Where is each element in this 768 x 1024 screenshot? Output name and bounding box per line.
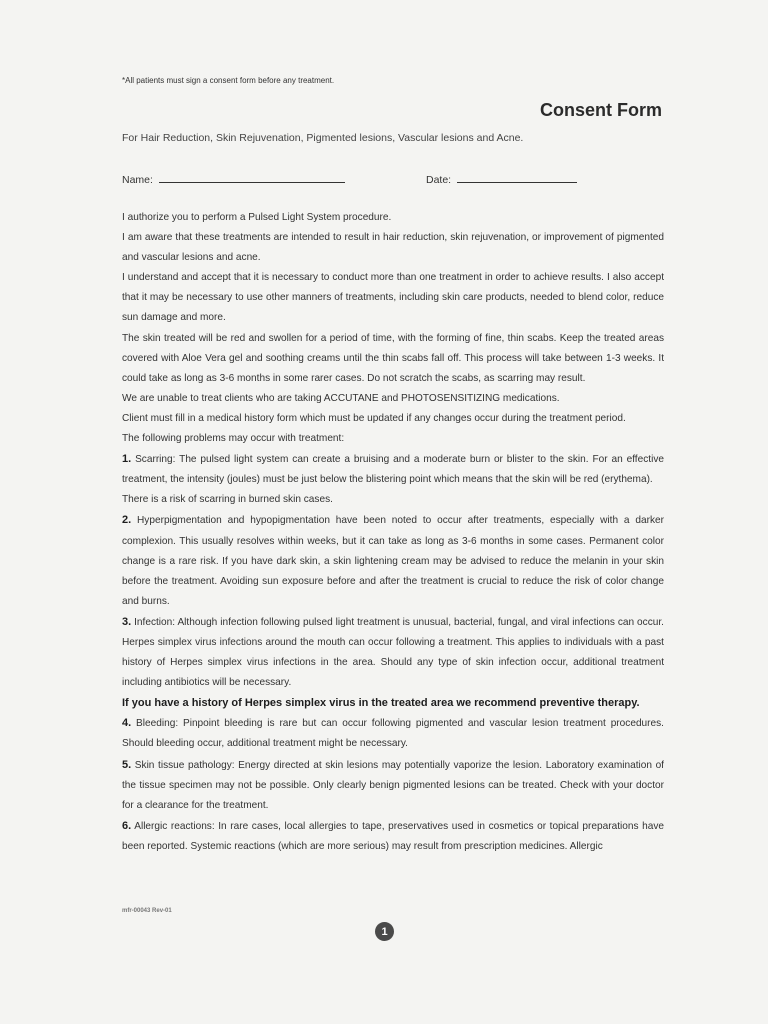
item-number: 4. <box>122 717 132 730</box>
paragraph: I am aware that these treatments are intended to result in hair reduction, skin rejuvenation, or improvement of pigmented and vascular lesions and acne. <box>122 232 664 264</box>
item-text: Hyperpigmentation and hypopigmentation have been noted to occur after treatments, especially with a darker complexion. This usually resolves within weeks, but it can take as long as 3-6 months in some cases. Permanent color change is a rare risk. If you have dark skin, a skin lightening cream may be advised to reduce the melanin in your skin before the treatment. Avoiding sun exposure before and after the treatment is crucial to reduce the risk of color change and burns. <box>122 515 664 607</box>
item-text: Allergic reactions: In rare cases, local allergies to tape, preservatives used in cosmetics or topical preparations have been reported. Systemic reactions (which are more serious) may result from prescription medicines. Allergic <box>122 820 664 852</box>
form-subtitle: For Hair Reduction, Skin Rejuvenation, Pigmented lesions, Vascular lesions and Acne. <box>122 132 524 144</box>
item-number: 2. <box>122 514 132 527</box>
paragraph: I understand and accept that it is necessary to conduct more than one treatment in order to achieve results. I also accept that it may be necessary to use other manners of treatments, including skin care products, needed to blend color, reduce sun damage and more. <box>122 272 664 324</box>
item-number: 6. <box>122 819 132 832</box>
name-label: Name: <box>122 174 153 186</box>
item-number: 1. <box>122 453 132 466</box>
list-item <box>122 713 664 754</box>
paragraph: We are unable to treat clients who are taking ACCUTANE and PHOTOSENSITIZING medications. <box>122 392 560 404</box>
list-item <box>122 612 664 693</box>
date-label: Date: <box>426 174 452 186</box>
list-item <box>122 816 664 857</box>
name-blank-line <box>159 172 345 183</box>
paragraph: Client must fill in a medical history form which must be updated if any changes occur during the treatment period. <box>122 412 626 424</box>
paragraph: The skin treated will be red and swollen for a period of time, with the forming of fine, thin scabs. Keep the treated areas covered with Aloe Vera gel and soothing creams until the thin scabs fall off. This process will take between 1-3 weeks. It could take as long as 3-6 months in some rarer cases. Do not scratch the scabs, as scarring may result. <box>122 332 664 384</box>
item-number: 3. <box>122 615 132 628</box>
item-number: 5. <box>122 758 132 771</box>
date-field <box>426 172 577 186</box>
list-item <box>122 755 664 816</box>
consent-body <box>122 208 664 857</box>
paragraph: The following problems may occur with treatment: <box>122 433 345 445</box>
item-text: Skin tissue pathology: Energy directed at skin lesions may potentially vaporize the lesion. Laboratory examination of the tissue specimen may not be possible. Only clearly benign pigmented lesions can be treated. Check with your doctor for a clearance for the treatment. <box>122 759 664 811</box>
herpes-warning: If you have a history of Herpes simplex virus in the treated area we recommend preventive therapy. <box>122 697 640 710</box>
name-field <box>122 172 345 186</box>
document-code: mfr-00043 Rev-01 <box>122 908 172 914</box>
page-number-badge: 1 <box>375 922 394 941</box>
item-text: Scarring: The pulsed light system can create a bruising and a moderate burn or blister to the skin. For an effective treatment, the intensity (joules) must be just below the blistering point which means that the skin will be red (erythema). <box>122 454 664 486</box>
list-item <box>122 510 664 611</box>
paragraph: I authorize you to perform a Pulsed Light System procedure. <box>122 212 392 223</box>
item-text: Infection: Although infection following pulsed light treatment is unusual, bacterial, fungal, and viral infections can occur. Herpes simplex virus infections around the mouth can occur following a treatment. This applies to individuals with a past history of Herpes simplex virus infections in the area. Should any type of skin infection occur, additional treatment including antibiotics will be necessary. <box>122 616 664 689</box>
date-blank-line <box>457 172 577 183</box>
page-title: Consent Form <box>539 100 662 120</box>
patients-notice: *All patients must sign a consent form before any treatment. <box>122 76 335 85</box>
paragraph: There is a risk of scarring in burned skin cases. <box>122 494 333 506</box>
list-item <box>122 449 664 490</box>
item-text: Bleeding: Pinpoint bleeding is rare but can occur following pigmented and vascular lesion treatment procedures. Should bleeding occur, additional treatment might be necessary. <box>122 718 664 750</box>
